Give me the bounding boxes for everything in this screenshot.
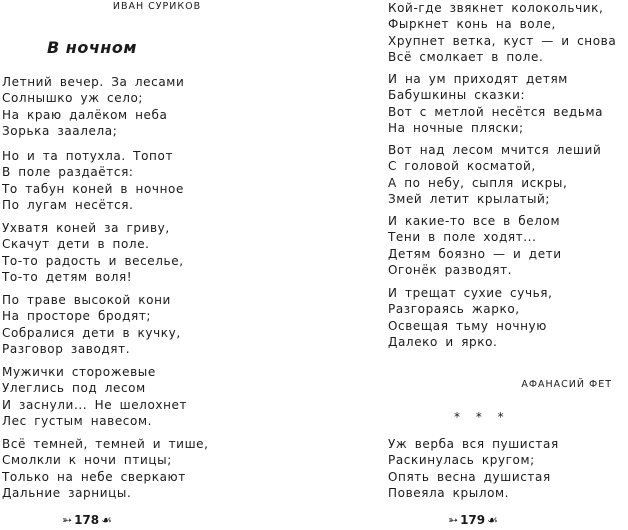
stanza-11	[388, 285, 553, 351]
poem-line: Змей летит крылатый;	[388, 192, 551, 207]
poem-line: Хрупнет ветка, куст — и снова	[388, 33, 617, 48]
poem-line: Разгораясь жарко,	[388, 302, 520, 317]
poem-line: Солнышко уж село;	[2, 91, 144, 106]
poem-line: Только на небе сверкают	[2, 469, 186, 484]
poem-line: Всё темней, темней и тише,	[2, 437, 209, 451]
page-number-text: 178	[74, 513, 100, 527]
poem-line: Смолкли к ночи птицы;	[2, 453, 172, 468]
stanza-6	[2, 436, 209, 502]
poem-line: Далеко и ярко.	[388, 335, 498, 350]
poem-line: Уж верба вся пушистая	[388, 437, 559, 451]
poem-line: И заснули... Не шелохнет	[2, 397, 188, 412]
poem-line: То табун коней в ночное	[2, 181, 184, 196]
ornament-left-icon: ➳	[448, 513, 459, 527]
poem-line: И на ум приходят детям	[388, 72, 568, 86]
poem-line: Но и та потухла. Топот	[2, 149, 174, 163]
poem-line: Зорька заалела;	[2, 124, 118, 139]
stanza-3	[2, 220, 184, 286]
page-number-right	[448, 513, 498, 527]
poem-line: Разговор заводят.	[2, 342, 131, 357]
poem-line: По траве высокой кони	[2, 293, 171, 307]
stanza-5	[2, 364, 187, 430]
poem-line: И трещат сухие сучья,	[388, 286, 553, 300]
poem-line: Повеяла крылом.	[388, 486, 510, 501]
asterisks-divider: * * *	[454, 410, 510, 424]
poem-line: По лугам несётся.	[2, 198, 134, 213]
stanza-9	[388, 142, 601, 208]
poem-line: То-то детям воля!	[2, 270, 133, 285]
poem-line: Собралися дети в кучку,	[2, 325, 181, 340]
poem-line: Бабушкины сказки:	[388, 88, 526, 103]
right-page	[314, 0, 628, 530]
poem-line: На ночные пляски;	[388, 121, 524, 136]
poem-line: Детям боязно — и дети	[388, 246, 562, 261]
stanza-2	[2, 148, 184, 214]
ornament-left-icon: ➳	[62, 513, 73, 527]
poem-line: Летний вечер. За лесами	[2, 75, 185, 89]
page-number-text: 179	[460, 513, 486, 527]
poem-line: Дальние зарницы.	[2, 486, 132, 501]
stanza-10	[388, 213, 562, 279]
poem-line: Огонёк разводят.	[388, 263, 513, 278]
second-author-name: АФАНАСИЙ ФЕТ	[521, 379, 612, 390]
stanza-8	[388, 71, 603, 137]
stanza-1	[2, 74, 184, 140]
poem-line: В поле раздаётся:	[2, 165, 134, 180]
poem-line: На краю далёком неба	[2, 107, 168, 122]
poem-line: Скачут дети в поле.	[2, 237, 150, 252]
author-name: ИВАН СУРИКОВ	[112, 1, 202, 12]
poem-line: Вот над лесом мчится леший	[388, 143, 602, 157]
poem-line: Фыркнет конь на воле,	[388, 17, 556, 32]
poem-line: Ухватя коней за гриву,	[2, 221, 170, 235]
poem-line: На просторе бродят;	[2, 309, 152, 324]
poem-line: Тени в поле ходят...	[388, 230, 537, 245]
poem-line: Мужички сторожевые	[2, 365, 156, 379]
stanza-7	[388, 0, 616, 66]
page-number-left	[62, 513, 112, 527]
ornament-right-icon: ☙	[101, 513, 112, 527]
ornament-right-icon: ☙	[487, 513, 498, 527]
poem-line: Вот с метлой несётся ведьма	[388, 104, 604, 119]
poem-line: Лес густым навесом.	[2, 414, 153, 429]
poem-line: Кой-где звякнет колокольчик,	[388, 1, 604, 15]
poem-line: Раскинулась кругом;	[388, 453, 535, 468]
poem-line: Опять весна душистая	[388, 469, 551, 484]
poem-line: А по небу, сыпля искры,	[388, 175, 568, 190]
poem-line: То-то радость и веселье,	[2, 253, 184, 268]
stanza-4	[2, 292, 181, 358]
poem-line: С головой косматой,	[388, 159, 536, 174]
poem-line: Освещая тьму ночную	[388, 318, 547, 333]
poem-line: Всё смолкает в поле.	[388, 50, 544, 65]
poem-line: Улеглись под лесом	[2, 381, 146, 396]
poem-line: И какие-то все в белом	[388, 214, 561, 228]
second-poem-stanza	[388, 436, 559, 502]
poem-title: В ночном	[47, 38, 137, 57]
